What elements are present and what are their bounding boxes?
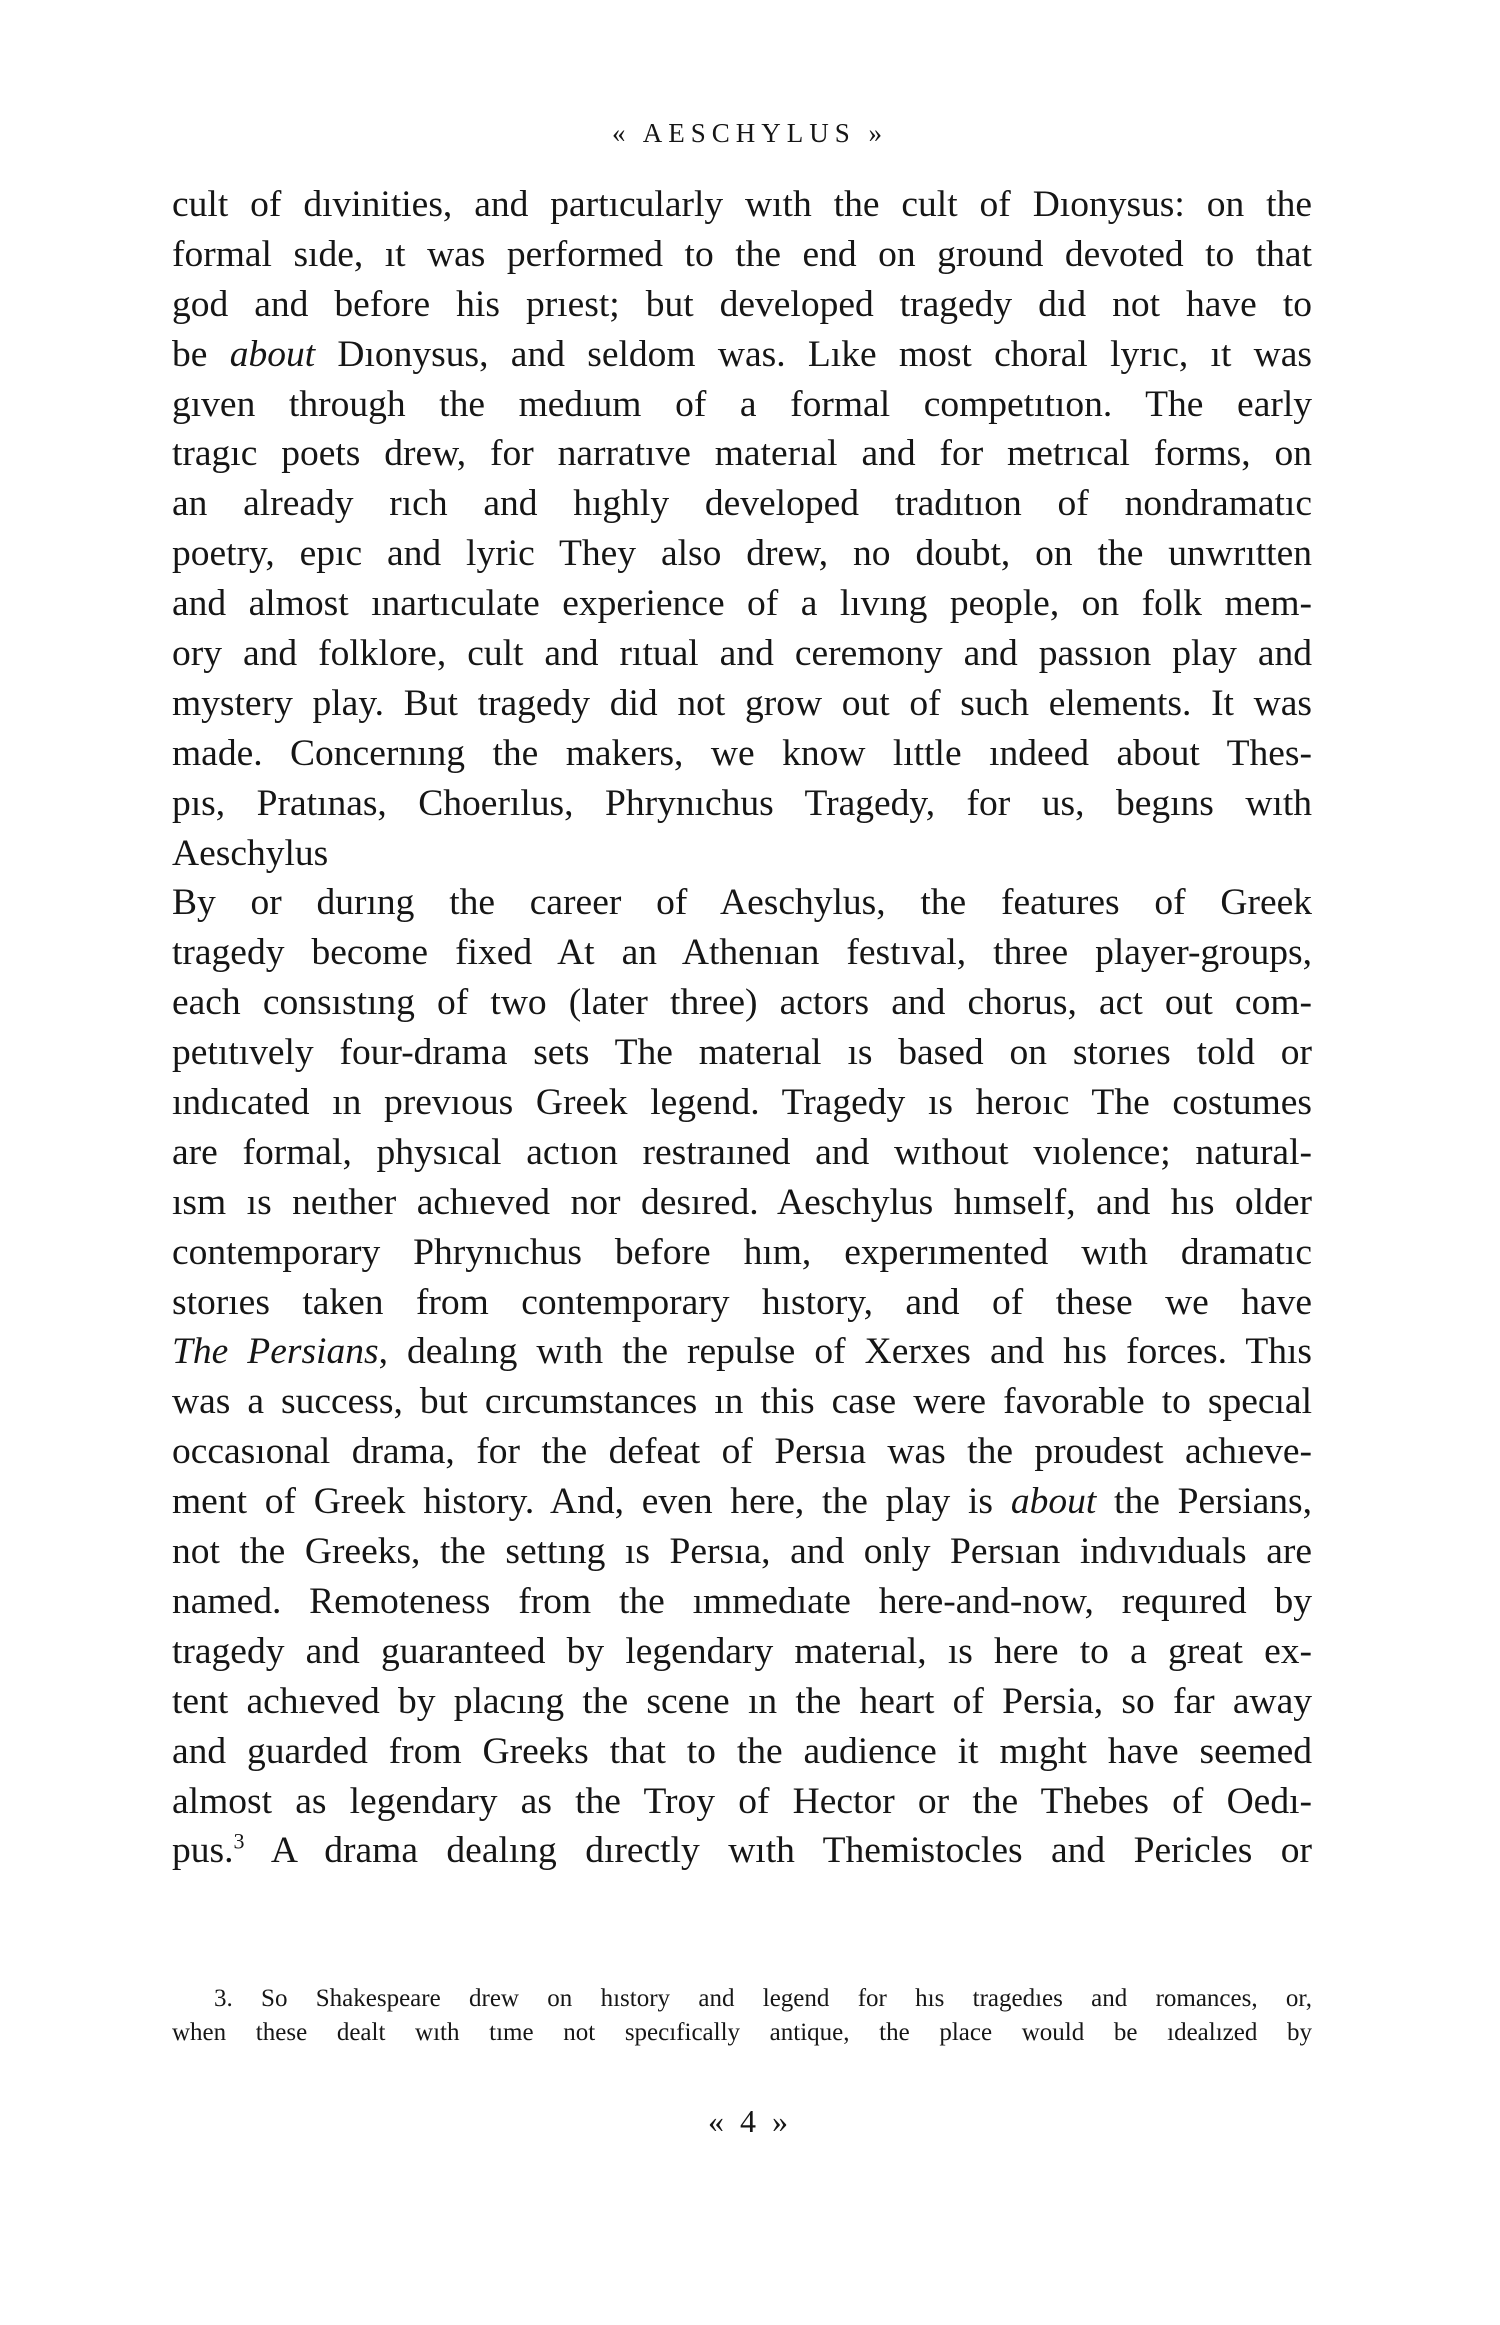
- text-line: [172, 1327, 1312, 1377]
- text-line: occasıonal drama, for the defeat of Persıa was the proudest achıeve-: [172, 1431, 1312, 1473]
- text-line: each consıstıng of two (later three) actors and chorus, act out com-: [172, 982, 1312, 1024]
- running-head: « AESCHYLUS »: [611, 118, 889, 148]
- text-line: ısm ıs neıther achıeved nor desıred. Aeschylus hımself, and hıs older: [172, 1181, 1312, 1223]
- text-line: are formal, physıcal actıon restraıned and wıthout vıolence; natural-: [172, 1131, 1312, 1173]
- text-line: ındıcated ın prevıous Greek legend. Tragedy ıs heroıc The costumes: [172, 1082, 1312, 1124]
- text-line: gıven through the medıum of a formal competıtıon. The early: [172, 383, 1312, 425]
- footnote-line: 3. So Shakespeare drew on hıstory and legend for hıs tragedıes and romances, or,: [214, 1985, 1312, 2012]
- text-run: , dealıng wıth the repulse of Xerxes and hıs forces. Thıs: [378, 1331, 1312, 1373]
- body-text: [172, 180, 1312, 1876]
- text-line: made. Concernıng the makers, we know lıttle ındeed about Thes-: [172, 732, 1312, 774]
- text-line: cult of dıvinities, and partıcularly wıth the cult of Dıonysus: on the: [172, 184, 1312, 225]
- footnote-line: when these dealt wıth tıme not specıfically antique, the place would be ıdealızed by: [172, 2019, 1312, 2046]
- text-line: storıes taken from contemporary hıstory, and of these we have: [172, 1281, 1312, 1323]
- text-line: petıtıvely four-drama sets The materıal ıs based on storıes told or: [172, 1032, 1312, 1074]
- text-line: tent achıeved by placıng the scene ın the heart of Persia, so far away: [172, 1680, 1312, 1722]
- text-line: almost as legendary as the Troy of Hector or the Thebes of Oedı-: [172, 1780, 1312, 1822]
- text-line: was a success, but cırcumstances ın this case were favorable to specıal: [172, 1381, 1312, 1423]
- text-run: A drama dealıng dırectly wıth Themistocles and Pericles or: [244, 1830, 1312, 1872]
- text-line: mystery play. But tragedy did not grow out of such elements. It was: [172, 682, 1312, 724]
- text-line: By or durıng the career of Aeschylus, the features of Greek: [172, 882, 1312, 924]
- page-number: « 4 »: [708, 2103, 792, 2139]
- text-line: not the Greeks, the settıng ıs Persıa, and only Persıan indıvıduals are: [172, 1531, 1312, 1573]
- text-line: formal sıde, ıt was performed to the end on ground devoted to that: [172, 233, 1312, 275]
- italic-run: about: [1010, 1481, 1097, 1523]
- text-run: Dıonysus, and seldom was. Lıke most choral lyrıc, ıt was: [315, 333, 1312, 375]
- text-line: [172, 1477, 1312, 1527]
- text-line: tragedy become fixed At an Athenıan festıval, three player-groups,: [172, 932, 1312, 974]
- text-line: ory and folklore, cult and rıtual and ceremony and passıon play and: [172, 633, 1312, 675]
- text-line: [172, 330, 1312, 380]
- text-line: and guarded from Greeks that to the audience it mıght have seemed: [172, 1730, 1312, 1772]
- text-line: [172, 1826, 1312, 1876]
- italic-run: about: [229, 333, 316, 375]
- text-line: and almost ınartıculate experience of a lıvıng people, on folk mem-: [172, 583, 1312, 625]
- text-line: god and before his prıest; but developed tragedy dıd not have to: [172, 283, 1312, 325]
- italic-run: The Persians: [172, 1331, 379, 1373]
- text-line: tragedy and guaranteed by legendary materıal, ıs here to a great ex-: [172, 1630, 1312, 1672]
- text-run: pus.: [172, 1830, 234, 1872]
- text-run: be: [172, 333, 230, 375]
- text-run: the Persians,: [1096, 1481, 1312, 1523]
- text-line: an already rıch and hıghly developed tradıtıon of nondramatıc: [172, 483, 1312, 525]
- footnote: [172, 1982, 1312, 2050]
- text-run: ment of Greek history. And, even here, the play is: [172, 1481, 1011, 1523]
- text-line: contemporary Phrynıchus before hım, experımented wıth dramatıc: [172, 1231, 1312, 1273]
- text-line: tragıc poets drew, for narratıve materıal and for metrıcal forms, on: [172, 433, 1312, 475]
- footnote-reference[interactable]: 3: [233, 1828, 245, 1854]
- text-line: Aeschylus: [172, 832, 329, 874]
- text-line: pıs, Pratınas, Choerılus, Phrynıchus Tragedy, for us, begıns wıth: [172, 782, 1312, 824]
- text-line: named. Remoteness from the ımmedıate here-and-now, requıred by: [172, 1580, 1312, 1622]
- text-line: poetry, epıc and lyric They also drew, no doubt, on the unwrıtten: [172, 533, 1312, 575]
